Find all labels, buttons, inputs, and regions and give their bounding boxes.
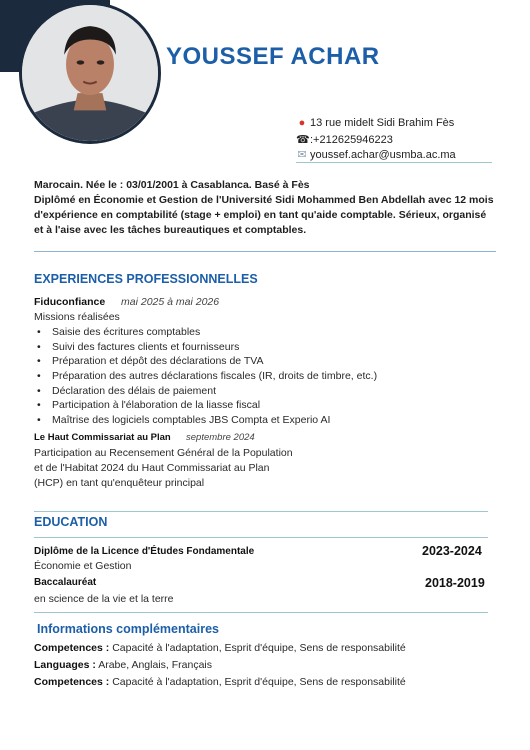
header-divider <box>296 162 492 163</box>
mission-item: • Maîtrise des logiciels comptables JBS Compta et Experio AI <box>37 413 377 428</box>
extra-row-value: Capacité à l'adaptation, Esprit d'équipe, Sens de responsabilité <box>112 642 406 654</box>
address-text: 13 rue midelt Sidi Brahim Fès <box>310 117 455 129</box>
intro-divider <box>34 251 496 252</box>
job2-line: et de l'Habitat 2024 du Haut Commissariat au Plan <box>34 462 270 474</box>
profile-identity-line: Marocain. Née le : 03/01/2001 à Casablanca. Basé à Fès <box>34 179 310 191</box>
email-text: youssef.achar@usmba.ac.ma <box>310 148 456 161</box>
job2-header <box>34 432 255 443</box>
contact-address <box>296 117 454 129</box>
extra-row <box>34 642 406 654</box>
job1-dates: mai 2025 à mai 2026 <box>121 296 220 308</box>
phone-icon: ☎ <box>296 134 310 146</box>
education-top-divider <box>34 511 488 512</box>
mission-item: • Participation à l'élaboration de la liasse fiscal <box>37 398 377 413</box>
mission-item: • Déclaration des délais de paiement <box>37 384 377 399</box>
extra-row-label: Competences : <box>34 676 110 688</box>
education-divider <box>34 537 488 538</box>
job2-line: Participation au Recensement Général de la Population <box>34 447 293 459</box>
extra-row-value: Capacité à l'adaptation, Esprit d'équipe, Sens de responsabilité <box>112 676 406 688</box>
education-detail: en science de la vie et la terre <box>34 593 174 605</box>
job1-subtitle: Missions réalisées <box>34 311 120 323</box>
education-years: 2023-2024 <box>422 544 482 558</box>
contact-phone <box>296 133 393 146</box>
education-degree: Diplôme de la Licence d'Études Fondamentale <box>34 546 255 557</box>
job1-company: Fiduconfiance <box>34 296 106 308</box>
job2-line: (HCP) en tant qu'enquêteur principal <box>34 477 205 489</box>
education-degree: Baccalauréat <box>34 577 97 588</box>
extra-section-title: Informations complémentaires <box>37 622 219 636</box>
job2-company: Le Haut Commissariat au Plan <box>34 432 171 443</box>
extra-row-value: Arabe, Anglais, Français <box>98 659 212 671</box>
mission-item: • Suivi des factures clients et fournisseurs <box>37 340 377 355</box>
profile-summary <box>34 178 494 238</box>
education-detail: Économie et Gestion <box>34 560 132 572</box>
extra-row-label: Competences : <box>34 642 110 654</box>
contact-email <box>296 148 456 161</box>
education-section-title: EDUCATION <box>34 515 108 529</box>
pin-icon: ● <box>298 117 306 129</box>
extra-row <box>34 676 406 688</box>
profile-photo <box>19 2 161 144</box>
extra-row <box>34 659 212 671</box>
extra-divider <box>34 612 488 613</box>
job2-dates: septembre 2024 <box>186 432 255 443</box>
portrait-image <box>22 5 158 141</box>
phone-text: :+212625946223 <box>310 133 393 146</box>
envelope-icon: ✉ <box>297 149 307 161</box>
missions-list <box>37 325 377 428</box>
candidate-name: YOUSSEF ACHAR <box>166 43 380 70</box>
mission-item: • Préparation des autres déclarations fiscales (IR, droits de timbre, etc.) <box>37 369 377 384</box>
mission-item: • Préparation et dépôt des déclarations de TVA <box>37 354 377 369</box>
experience-section-title: EXPERIENCES PROFESSIONNELLES <box>34 272 258 286</box>
job1-header <box>34 296 219 308</box>
education-years: 2018-2019 <box>425 576 485 590</box>
extra-row-label: Languages : <box>34 659 96 671</box>
profile-paragraph: Diplômé en Économie et Gestion de l'Université Sidi Mohammed Ben Abdellah avec 12 mois d'expérience en comptabilité (stage + emploi) en tant qu'aide comptable. Sérieux, organisé et à l'aise avec les tâches bureautiques et comptables. <box>34 194 494 236</box>
mission-item: • Saisie des écritures comptables <box>37 325 377 340</box>
